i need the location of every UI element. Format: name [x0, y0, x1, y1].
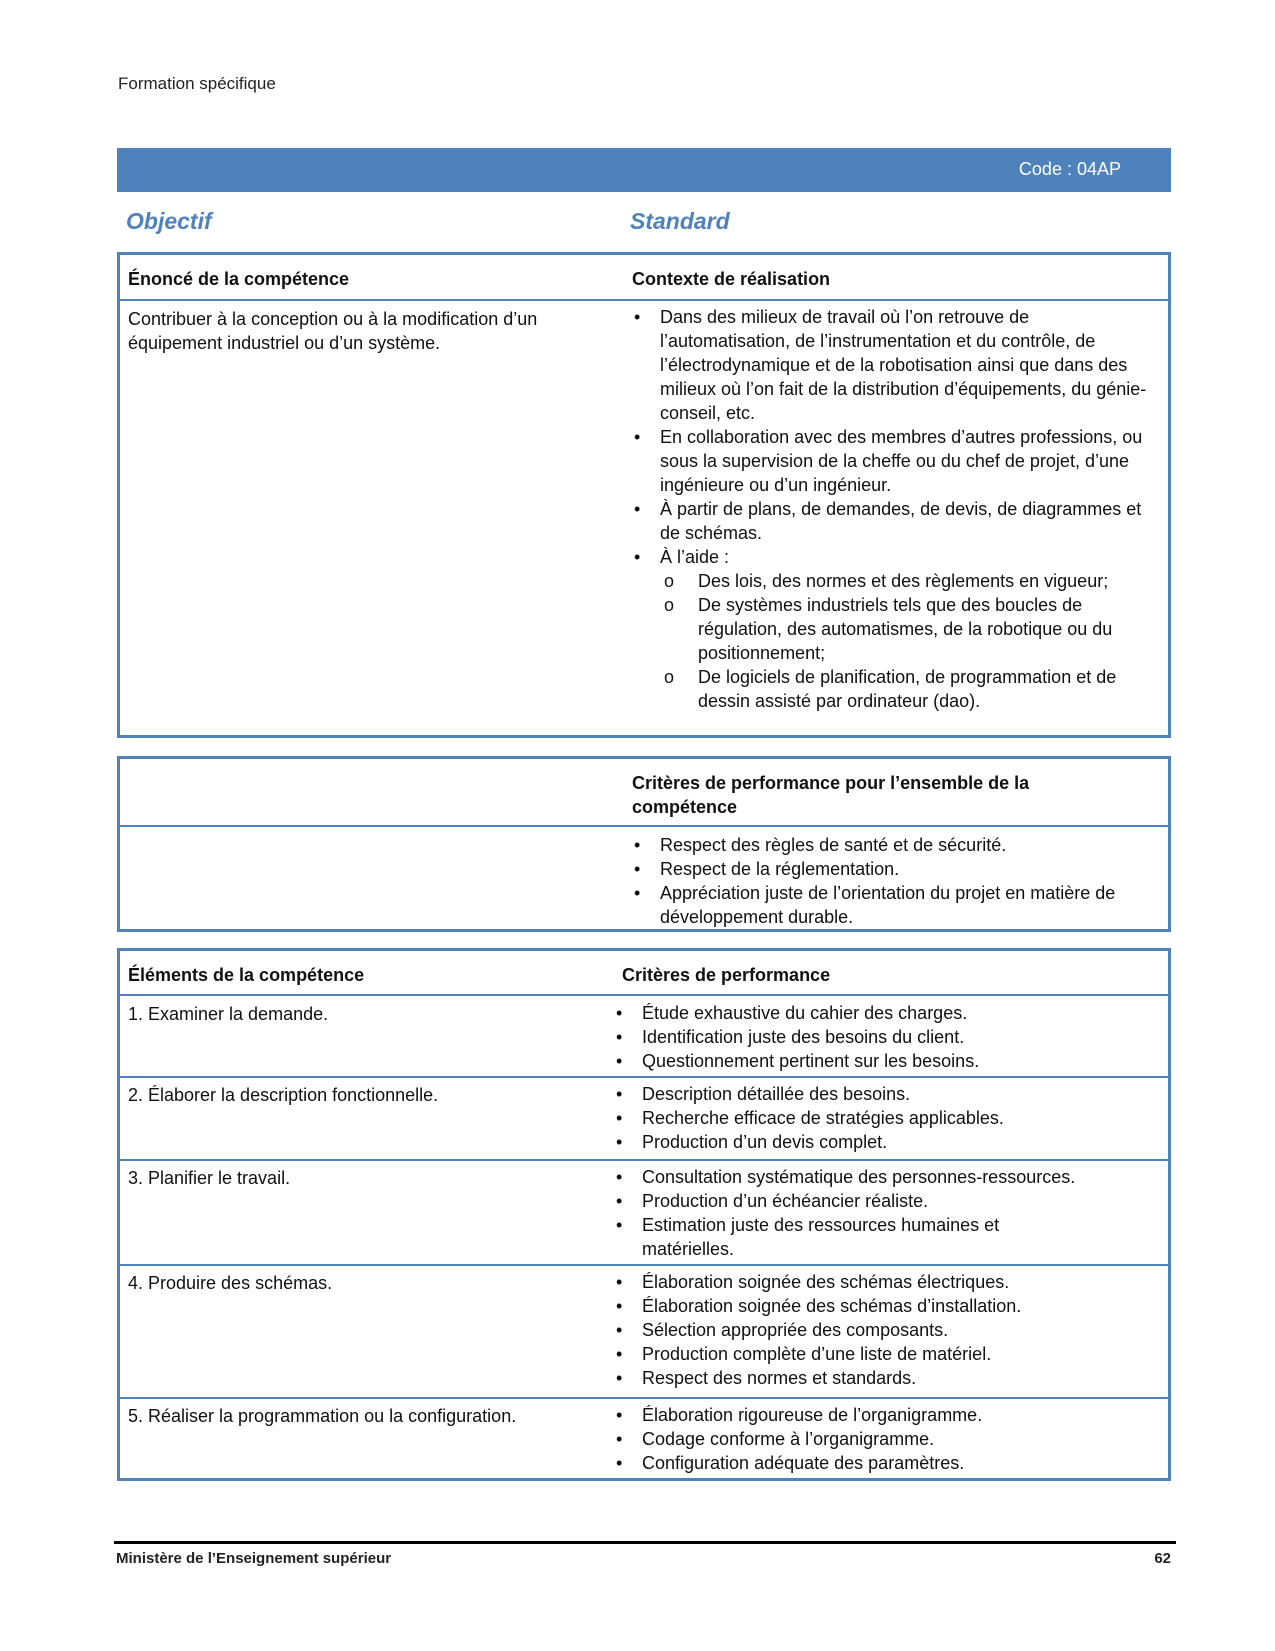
list-item: • À l’aide : o Des lois, des normes et des règlements en vigueur; o De systèmes industriels tels que des boucles de régulation, des automatismes, de la robotique ou du positionnement; o De logiciels de planification, de programmation et de dessin assisté par ordinateur (dao). — [632, 545, 1156, 713]
list-item: • Étude exhaustive du cahier des charges. — [616, 1003, 968, 1023]
list-item: • Recherche efficace de stratégies applicables. — [616, 1108, 1004, 1128]
list-item: • Description détaillée des besoins. — [616, 1084, 911, 1104]
divider — [120, 1159, 1168, 1161]
list-item: • Production d’un devis complet. — [616, 1132, 888, 1152]
enonce-header: Énoncé de la compétence — [128, 269, 350, 289]
sub-list-item: o Des lois, des normes et des règlements en vigueur; — [664, 571, 1109, 591]
footer-ministry: Ministère de l’Enseignement supérieur — [116, 1550, 392, 1567]
list-item: • Sélection appropriée des composants. — [616, 1320, 949, 1340]
divider — [120, 1264, 1168, 1266]
standard-title: Standard — [630, 208, 730, 234]
table-row — [120, 1400, 1168, 1478]
overall-criteria-header: Critères de performance pour l’ensemble de la compétence — [632, 773, 1030, 817]
list-item: • Dans des milieux de travail où l’on retrouve de l’automatisation, de l’instrumentation et du contrôle, de l’électrodynamique et de la robotisation ainsi que dans des milieux où l’on fait de la distribution d’équipements, du génie-conseil, etc. — [634, 307, 1147, 423]
list-item: • Élaboration soignée des schémas électriques. — [616, 1272, 1010, 1292]
criteria-header: Critères de performance — [622, 965, 831, 985]
list-item: • Configuration adéquate des paramètres. — [616, 1453, 965, 1473]
elements-criteria-table — [117, 948, 1171, 1481]
list-item: • Consultation systématique des personnes-ressources. — [616, 1167, 1076, 1187]
divider — [120, 825, 1168, 827]
table-row — [120, 1162, 1168, 1264]
competency-code: Code : 04AP — [1018, 159, 1121, 179]
aide-sublist — [660, 569, 1156, 713]
competency-statement-box — [117, 252, 1171, 738]
criteria-list — [614, 1165, 1144, 1261]
list-item: • Identification juste des besoins du client. — [616, 1027, 965, 1047]
page-number: 62 — [1154, 1550, 1171, 1567]
element-label: 2. Élaborer la description fonctionnelle. — [128, 1085, 439, 1105]
code-bar — [117, 148, 1171, 192]
criteria-list — [614, 1270, 1144, 1390]
list-item: • Codage conforme à l’organigramme. — [616, 1429, 935, 1449]
program-label: Formation spécifique — [118, 74, 276, 93]
list-item: • Respect de la réglementation. — [634, 859, 900, 879]
sub-list-item: o De systèmes industriels tels que des boucles de régulation, des automatismes, de la robotique ou du positionnement; — [664, 595, 1113, 663]
element-label: 1. Examiner la demande. — [128, 1004, 329, 1024]
criteria-list — [614, 1403, 1144, 1475]
list-item: • Production complète d’une liste de matériel. — [616, 1344, 992, 1364]
element-label: 5. Réaliser la programmation ou la configuration. — [128, 1406, 517, 1426]
divider — [120, 1397, 1168, 1399]
section-titles — [126, 208, 1166, 238]
list-item: • Questionnement pertinent sur les besoins. — [616, 1051, 980, 1071]
overall-criteria-list — [632, 833, 1156, 929]
enonce-text: Contribuer à la conception ou à la modification d’un équipement industriel ou d’un système. — [128, 309, 538, 353]
contexte-list — [632, 305, 1156, 713]
element-label: 3. Planifier le travail. — [128, 1168, 291, 1188]
table-row — [120, 1079, 1168, 1159]
list-item: • À partir de plans, de demandes, de devis, de diagrammes et de schémas. — [634, 499, 1142, 543]
divider — [120, 994, 1168, 996]
criteria-list — [614, 1082, 1144, 1154]
table-row — [120, 1267, 1168, 1397]
list-item: • Élaboration rigoureuse de l’organigramme. — [616, 1405, 983, 1425]
overall-criteria-box — [117, 756, 1171, 932]
list-item: • Élaboration soignée des schémas d’installation. — [616, 1296, 1022, 1316]
element-label: 4. Produire des schémas. — [128, 1273, 333, 1293]
list-item: • Production d’un échéancier réaliste. — [616, 1191, 929, 1211]
contexte-header: Contexte de réalisation — [632, 269, 831, 289]
divider — [120, 299, 1168, 301]
divider — [120, 1076, 1168, 1078]
list-item: • Respect des règles de santé et de sécurité. — [634, 835, 1007, 855]
criteria-list — [614, 1001, 1144, 1073]
table-row — [120, 998, 1168, 1076]
list-item: • Estimation juste des ressources humaines et matérielles. — [616, 1215, 1000, 1259]
elements-header: Éléments de la compétence — [128, 965, 365, 985]
list-item: • Respect des normes et standards. — [616, 1368, 917, 1388]
sub-list-item: o De logiciels de planification, de programmation et de dessin assisté par ordinateur (dao). — [664, 667, 1117, 711]
list-item: • En collaboration avec des membres d’autres professions, ou sous la supervision de la cheffe ou du chef de projet, d’une ingénieure ou d’un ingénieur. — [634, 427, 1143, 495]
footer-rule — [114, 1541, 1176, 1544]
objectif-title: Objectif — [126, 208, 212, 234]
list-item: • Appréciation juste de l’orientation du projet en matière de développement durable. — [634, 883, 1116, 927]
